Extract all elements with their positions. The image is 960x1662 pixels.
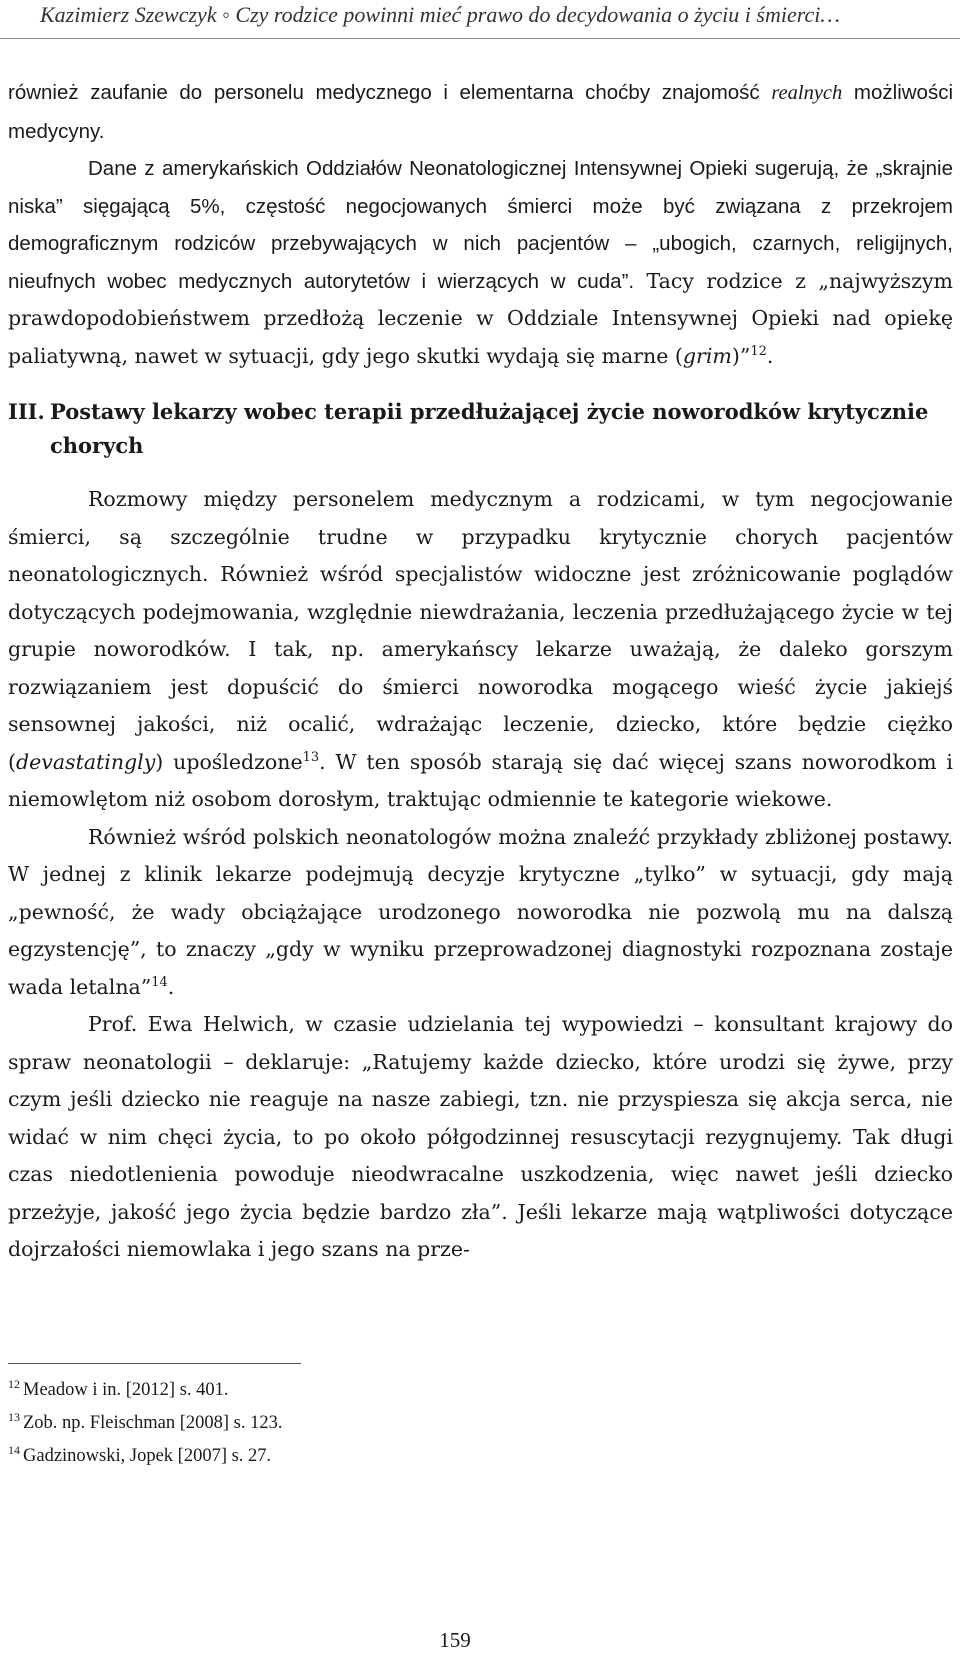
footnotes	[8, 1374, 908, 1473]
paragraph-text: .	[167, 974, 175, 999]
paragraph-text: .	[766, 343, 774, 368]
paragraph-text: Rozmowy między personelem medycznym a rodzicami, w tym negocjowanie śmierci, są szczególnie trudne w przypadku krytycznie chorych pacjentów neonatologicznych. Również wśród specjalistów widoczne jest zróżnicowanie poglądów dotyczących podejmowania, względnie niewdrażania, leczenia przedłużającego życie w tej grupie noworodków. I tak, np. amerykańscy lekarze uważają, że daleko gorszym rozwiązaniem jest dopuścić do śmierci noworodka mogącego wieść życie jakiejś sensownej jakości, niż ocalić, wdrażając leczenie, dziecko, które będzie ciężko (	[8, 487, 953, 774]
italic-term: grim	[682, 343, 732, 368]
paragraph-text: )”	[731, 343, 751, 368]
paragraph-text: również zaufanie do personelu medycznego i elementarna choćby znajomość	[8, 81, 772, 104]
footnote-ref[interactable]: 12	[750, 343, 767, 359]
paragraph	[8, 481, 953, 819]
footnote-text: Zob. np. Fleischman [2008] s. 123.	[23, 1413, 283, 1433]
paragraph	[8, 150, 953, 375]
paragraph-continuation	[8, 74, 953, 150]
paragraph	[8, 819, 953, 1007]
paragraph-text: możliwości medycyny.	[8, 81, 954, 143]
paragraph-text: Tacy rodzice z „najwyższym prawdopodobieństwem przedłożą leczenie w Oddziale Intensywnej Opieki nad opiekę paliatywną, nawet w sytuacji, gdy jego skutki wydają się marne (	[8, 268, 953, 368]
running-header: Kazimierz Szewczyk ◦ Czy rodzice powinni mieć prawo do decydowania o życiu i śmierci…	[40, 2, 840, 27]
section-heading	[8, 395, 953, 463]
footnote-number: 13	[8, 1409, 20, 1424]
section-number: III.	[8, 399, 45, 424]
footnote-ref[interactable]: 14	[151, 974, 168, 990]
italic-term: realnych	[771, 82, 843, 104]
section-title: Postawy lekarzy wobec terapii przedłużającej życie noworodków krytycznie chorych	[50, 399, 929, 458]
paragraph-text: ) upośledzone	[155, 749, 303, 774]
footnote-ref[interactable]: 13	[302, 749, 320, 765]
footnote-number: 12	[8, 1376, 20, 1391]
page-number: 159	[439, 1628, 471, 1652]
footnote	[8, 1440, 908, 1473]
footnote	[8, 1374, 908, 1407]
body-text	[8, 74, 953, 1269]
paragraph-text: Dane z amerykańskich Oddziałów Neonatologicznej Intensywnej Opieki sugerują, że „skrajnie niska” sięgającą 5%, częstość negocjowanych śmierci może być związana z przekrojem demograficznym rodziców przebywających w nich pacjentów – „ubogich, czarnych, religijnych, nieufnych wobec medycznych autorytetów i wierzących w cuda”.	[8, 157, 953, 293]
paragraph-text: Również wśród polskich neonatologów można znaleźć przykłady zbliżonej postawy. W jednej z klinik lekarze podejmują decyzje krytyczne „tylko” w sytuacji, gdy mają „pewność, że wady obciążające urodzonego noworodka nie pozwolą mu na dalszą egzystencję”, to znaczy „gdy w wyniku przeprowadzonej diagnostyki rozpoznana zostaje wada letalna”	[8, 824, 953, 999]
footnote	[8, 1407, 908, 1440]
footnote-text: Gadzinowski, Jopek [2007] s. 27.	[23, 1446, 272, 1466]
header-rule	[0, 38, 960, 39]
paragraph-text: . W ten sposób starają się dać więcej szans noworodkom i niemowlętom niż osobom dorosłym, traktując odmiennie te kategorie wiekowe.	[8, 749, 953, 811]
paragraph	[8, 1006, 953, 1269]
paragraph-text: Prof. Ewa Helwich, w czasie udzielania tej wypowiedzi – konsultant krajowy do spraw neonatologii – deklaruje: „Ratujemy każde dziecko, które urodzi się żywe, przy czym jeśli dziecko nie reaguje na nasze zabiegi, tzn. nie przyspiesza się akcja serca, nie widać w nim chęci życia, to po około półgodzinnej resuscytacji rezygnujemy. Tak długi czas niedotlenienia powoduje nieodwracalne uszkodzenia, więc nawet jeśli dziecko przeżyje, jakość jego życia będzie bardzo zła”. Jeśli lekarze mają wątpliwości dotyczące dojrzałości niemowlaka i jego szans na prze-	[8, 1012, 953, 1261]
footnote-text: Meadow i in. [2012] s. 401.	[23, 1380, 229, 1400]
footnote-number: 14	[8, 1442, 20, 1457]
footnote-rule	[8, 1363, 301, 1364]
italic-term: devastatingly	[16, 749, 156, 774]
